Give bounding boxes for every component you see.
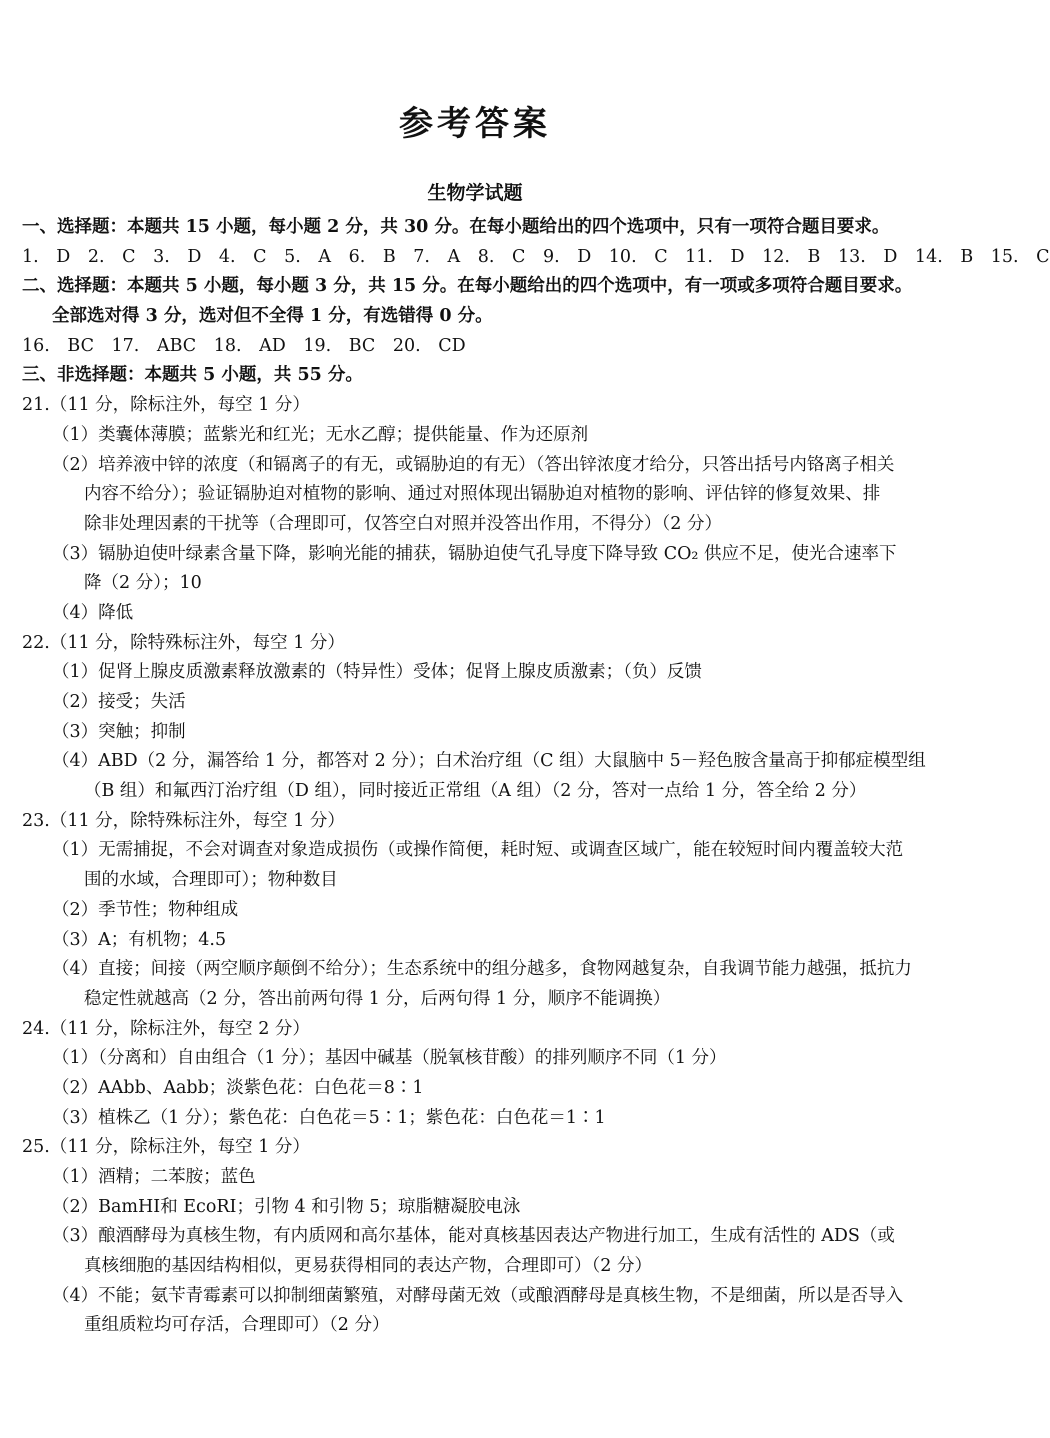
answer-line-continued: 内容不给分）；验证镉胁迫对植物的影响、通过对照体现出镉胁迫对植物的影响、评估锌的修复效果、排 bbox=[84, 484, 881, 505]
answer-line: （1）无需捕捉，不会对调查对象造成损伤（或操作简便，耗时短、或调查区域广，能在较短时间内覆盖较大范 bbox=[52, 840, 904, 861]
question-header: 24.（11 分，除标注外，每空 2 分） bbox=[22, 1018, 310, 1039]
answer-line: （4）ABD（2 分，漏答给 1 分，都答对 2 分）；白术治疗组（C 组）大鼠脑中 5－羟色胺含量高于抑郁症模型组 bbox=[52, 751, 926, 772]
answer-line: （1）促肾上腺皮质激素释放激素的（特异性）受体；促肾上腺皮质激素；（负）反馈 bbox=[52, 662, 702, 683]
answer-line: （1）酒精；二苯胺；蓝色 bbox=[52, 1167, 256, 1187]
answer-line-continued: 围的水域，合理即可）；物种数目 bbox=[84, 870, 338, 891]
answer-line: 16. BC 17. ABC 18. AD 19. BC 20. CD bbox=[22, 335, 466, 356]
answer-line-continued: 稳定性就越高（2 分，答出前两句得 1 分，后两句得 1 分，顺序不能调换） bbox=[84, 988, 671, 1009]
question-header: 22.（11 分，除特殊标注外，每空 1 分） bbox=[22, 632, 345, 653]
section-heading: 一、选择题：本题共 15 小题，每小题 2 分，共 30 分。在每小题给出的四个选项中，只有一项符合题目要求。 bbox=[22, 217, 890, 237]
answer-line: （3）A；有机物；4.5 bbox=[52, 929, 227, 950]
answer-content bbox=[22, 213, 1050, 1341]
answer-line: （3）植株乙（1 分）；紫色花：白色花＝5∶1；紫色花：白色花＝1∶1 bbox=[52, 1107, 606, 1128]
answer-line: （3）酿酒酵母为真核生物，有内质网和高尔基体，能对真核基因表达产物进行加工，生成有活性的 ADS（或 bbox=[52, 1226, 895, 1247]
question-header: 21.（11 分，除标注外，每空 1 分） bbox=[22, 395, 310, 416]
section-heading: 二、选择题：本题共 5 小题，每小题 3 分，共 15 分。在每小题给出的四个选项中，有一项或多项符合题目要求。 bbox=[22, 276, 913, 297]
section-heading: 三、非选择题：本题共 5 小题，共 55 分。 bbox=[22, 365, 363, 386]
question-header: 23.（11 分，除特殊标注外，每空 1 分） bbox=[22, 810, 345, 831]
answer-line-continued: 真核细胞的基因结构相似，更易获得相同的表达产物，合理即可）（2 分） bbox=[84, 1256, 652, 1277]
answer-line-continued: 降（2 分）；10 bbox=[84, 573, 202, 594]
answer-line: （1）类囊体薄膜；蓝紫光和红光；无水乙醇；提供能量、作为还原剂 bbox=[52, 424, 589, 445]
answer-line: （4）不能；氨苄青霉素可以抑制细菌繁殖，对酵母菌无效（或酿酒酵母是真核生物，不是细菌，所以是否导入 bbox=[52, 1285, 904, 1306]
answer-line: （2）季节性；物种组成 bbox=[52, 899, 239, 920]
answer-line: （2）BamHⅠ和 EcoRⅠ；引物 4 和引物 5；琼脂糖凝胶电泳 bbox=[52, 1196, 521, 1217]
answer-line: （2）培养液中锌的浓度（和镉离子的有无，或镉胁迫的有无）（答出锌浓度才给分，只答出括号内铬离子相关 bbox=[52, 454, 895, 475]
section-heading-continued: 全部选对得 3 分，选对但不全得 1 分，有选错得 0 分。 bbox=[52, 306, 493, 327]
answer-line: （2）接受；失活 bbox=[52, 692, 186, 712]
question-header: 25.（11 分，除标注外，每空 1 分） bbox=[22, 1137, 310, 1158]
answer-line: （3）镉胁迫使叶绿素含量下降，影响光能的捕获，镉胁迫使气孔导度下降导致 CO₂ 供应不足，使光合速率下 bbox=[52, 543, 897, 564]
answer-line-continued: 除非处理因素的干扰等（合理即可，仅答空白对照并没答出作用，不得分）（2 分） bbox=[84, 513, 722, 534]
answer-line: 1. D 2. C 3. D 4. C 5. A 6. B 7. A 8. C 9. D 10. C 11. D 12. B 13. D 14. B 15. C bbox=[22, 246, 1050, 267]
answer-line-continued: （B 组）和氟西汀治疗组（D 组），同时接近正常组（A 组）（2 分，答对一点给 1 分，答全给 2 分） bbox=[84, 781, 867, 802]
answer-line: （4）降低 bbox=[52, 602, 134, 623]
answer-line: （3）突触；抑制 bbox=[52, 721, 186, 742]
page-title: 参考答案 bbox=[399, 104, 551, 144]
answer-line-continued: 重组质粒均可存活，合理即可）（2 分） bbox=[84, 1315, 390, 1336]
answer-line: （4）直接；间接（两空顺序颠倒不给分）；生态系统中的组分越多，食物网越复杂，自我调节能力越强，抵抗力 bbox=[52, 959, 912, 980]
answer-line: （2）AAbb、Aabb；淡紫色花：白色花＝8∶1 bbox=[52, 1077, 424, 1098]
section-subtitle: 生物学试题 bbox=[427, 182, 523, 204]
answer-line: （1）（分离和）自由组合（1 分）；基因中碱基（脱氧核苷酸）的排列顺序不同（1 分） bbox=[52, 1048, 727, 1069]
